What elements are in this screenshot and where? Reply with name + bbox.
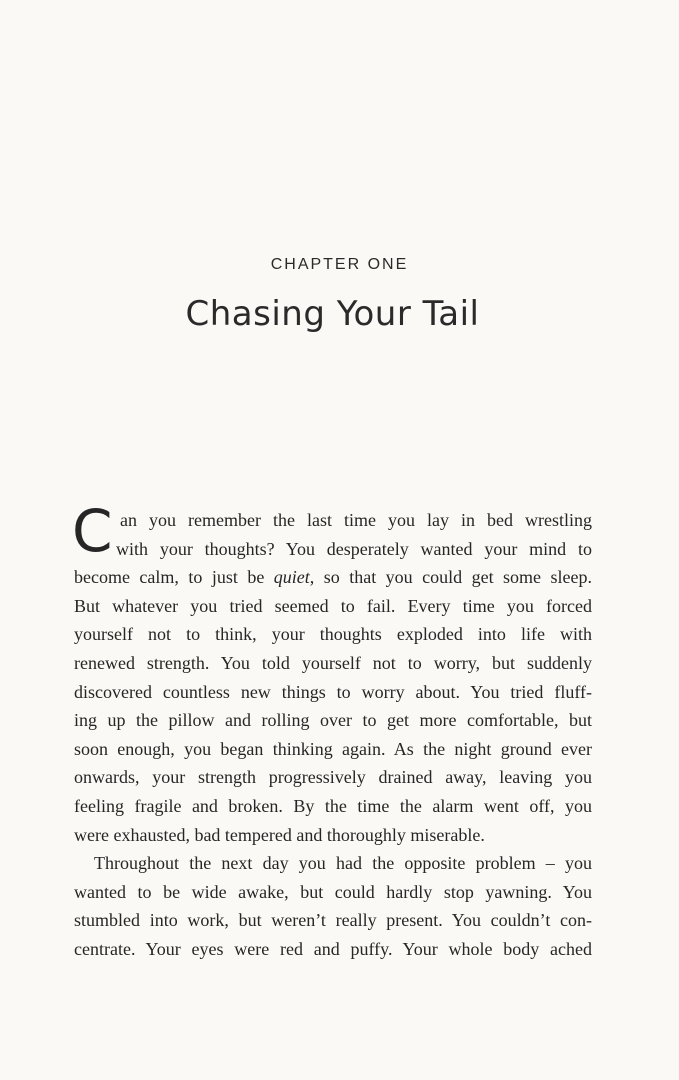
- drop-cap: C: [72, 497, 113, 565]
- text-line: renewed strength. You told yourself not to worry, but suddenly: [74, 652, 592, 673]
- text-line: [74, 563, 592, 592]
- text-line: with your thoughts? You desperately wanted your mind to: [116, 538, 592, 559]
- text-fragment: , so that you could get some sleep.: [309, 567, 592, 588]
- emphasis-text: quiet: [273, 567, 310, 588]
- text-line: ing up the pillow and rolling over to get more comfortable, but: [74, 710, 592, 731]
- body-text: [72, 497, 592, 964]
- text-line: feeling fragile and broken. By the time the alarm went off, you: [74, 795, 592, 816]
- text-line: But whatever you tried seemed to fail. Every time you forced: [74, 595, 592, 616]
- text-line: were exhausted, bad tempered and thoroughly miserable.: [74, 824, 485, 845]
- text-fragment: become calm, to just be: [74, 567, 274, 588]
- text-line: onwards, your strength progressively drained away, leaving you: [74, 767, 592, 788]
- text-line: wanted to be wide awake, but could hardly stop yawning. You: [74, 881, 592, 902]
- text-line: stumbled into work, but weren’t really present. You couldn’t con-: [74, 910, 592, 931]
- paragraph-1-opening: [72, 497, 592, 565]
- text-line: Throughout the next day you had the opposite problem – you: [94, 853, 592, 874]
- chapter-label: CHAPTER ONE: [270, 256, 409, 273]
- text-line: an you remember the last time you lay in bed wrestling: [120, 510, 592, 530]
- chapter-title: Chasing Your Tail: [185, 294, 480, 334]
- text-line: centrate. Your eyes were red and puffy. Your whole body ached: [74, 938, 592, 959]
- text-line: soon enough, you began thinking again. As the night ground ever: [74, 738, 592, 759]
- text-line: yourself not to think, your thoughts exploded into life with: [74, 624, 592, 645]
- text-line: discovered countless new things to worry about. You tried fluff-: [74, 681, 592, 702]
